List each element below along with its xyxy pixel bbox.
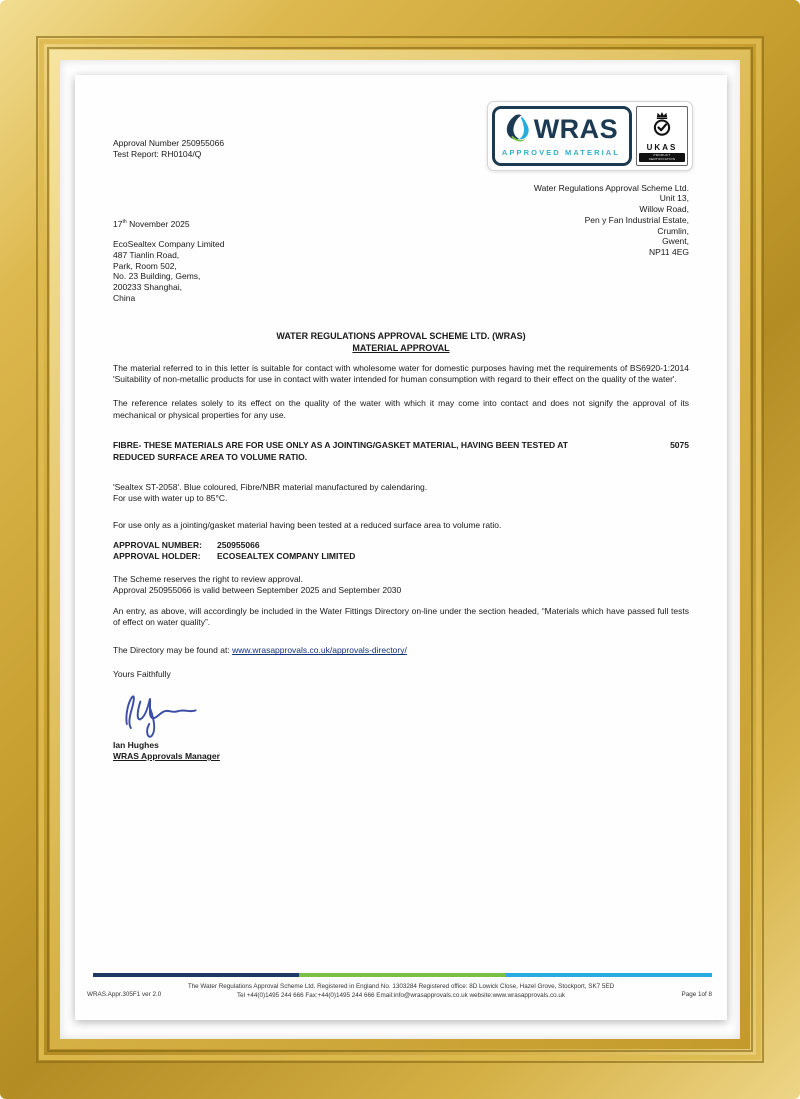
address-line: Pen y Fan Industrial Estate, — [584, 214, 689, 225]
approval-holder-row: APPROVAL HOLDER: ECOSEALTEX COMPANY LIMITED — [113, 551, 356, 562]
page-number: Page 1of 8 — [681, 990, 712, 998]
address-line: Water Regulations Approval Scheme Ltd. — [533, 182, 689, 193]
approval-details — [113, 540, 689, 563]
address-line: 487 Tianlin Road, — [113, 249, 180, 260]
approval-number-line: Approval Number 250955066 — [113, 138, 225, 148]
closing: Yours Faithfully — [113, 668, 171, 679]
address-line: Crumlin, — [657, 225, 689, 236]
footer-bar-navy — [93, 973, 299, 977]
footer-company-line: The Water Regulations Approval Scheme Ltd. Registered in England No. 1303284 Registered office: 8D Lowick Close, Hazel Grove, Stockport, SK7 5ED — [187, 983, 615, 990]
address-line: EcoSealtex Company Limited — [113, 239, 225, 250]
para-material-suitability: The material referred to in this letter is suitable for contact with wholesome water for domestic purposes having met the requirements of BS6920-1:2014 'Suitability of non-metallic products for use in contact with water intended for human consumption with regard to their effect on the quality of the water'. — [113, 362, 689, 385]
para-fibre-statement-line2: REDUCED SURFACE AREA TO VOLUME RATIO. — [113, 451, 308, 462]
test-report-line: Test Report: RH0104/Q — [113, 149, 202, 160]
para-directory-entry: An entry, as above, will accordingly be included in the Water Fittings Directory on-line under the section headed, “Materials which have passed full tests of effect on water quality”. — [113, 605, 689, 627]
footer-contact-line: Tel +44(0)1495 244 666 Fax:+44(0)1495 244 666 Email:info@wrasapprovals.co.uk website:www.wrasapprovals.co.uk — [236, 991, 566, 999]
signature-image — [113, 684, 689, 740]
recipient-address — [113, 239, 225, 303]
fibre-right-value: 5075 — [670, 440, 689, 451]
address-line: Unit 13, — [659, 193, 689, 204]
letter-footer — [75, 973, 727, 1000]
ukas-label: UKAS — [646, 143, 678, 153]
sender-address — [534, 183, 689, 304]
ukas-sub-label: PRODUCT CERTIFICATION — [639, 153, 685, 162]
approval-letter — [75, 75, 727, 1020]
para-fibre-statement: FIBRE- THESE MATERIALS ARE FOR USE ONLY AS A JOINTING/GASKET MATERIAL, HAVING BEEN TESTED AT 5075 — [113, 440, 689, 451]
para-use-only: For use only as a jointing/gasket material having been tested at a reduced surface area to volume ratio. — [113, 519, 502, 530]
footer-bar-blue — [506, 973, 712, 977]
footer-bar-green — [299, 973, 505, 977]
approved-material-label: APPROVED MATERIAL — [501, 148, 620, 158]
signer-title: WRAS Approvals Manager — [113, 751, 220, 762]
address-line: NP11 4EG — [648, 246, 689, 257]
address-line: China — [113, 292, 136, 303]
date-line: 17th November 2025 — [113, 218, 190, 229]
footer-color-bar — [93, 973, 712, 977]
approval-number-row: APPROVAL NUMBER: 250955066 — [113, 540, 260, 551]
para-review: The Scheme reserves the right to review approval. Approval 250955066 is valid between September 2025 and September 2030 — [113, 573, 402, 596]
signer-name: Ian Hughes — [113, 740, 159, 751]
approval-reference-block — [113, 138, 689, 161]
address-line: Willow Road, — [639, 204, 689, 215]
address-line: No. 23 Building, Gems, — [113, 271, 201, 282]
wras-logo-text: WRAS — [533, 113, 619, 144]
address-line: Gwent, — [662, 236, 689, 247]
doc-reference: WRAS.Appr.305F1 ver 2.0 — [87, 990, 162, 998]
address-line: 200233 Shanghai, — [113, 281, 183, 292]
para-directory-link: The Directory may be found at: www.wrasapprovals.co.uk/approvals-directory/ — [113, 645, 407, 656]
letter-subtitle: MATERIAL APPROVAL — [352, 343, 450, 354]
para-product-description: 'Sealtex ST-2058'. Blue coloured, Fibre/NBR material manufactured by calendaring. For use with water up to 85°C. — [113, 481, 428, 504]
directory-link[interactable]: www.wrasapprovals.co.uk/approvals-directory/ — [232, 645, 407, 656]
para-reference-scope: The reference relates solely to its effect on the quality of the water with which it may come into contact and does not signify the approval of its mechanical or physical properties for any use. — [113, 398, 689, 420]
address-line: Park, Room 502, — [113, 260, 177, 271]
letter-title: WATER REGULATIONS APPROVAL SCHEME LTD. (WRAS) — [276, 331, 526, 342]
